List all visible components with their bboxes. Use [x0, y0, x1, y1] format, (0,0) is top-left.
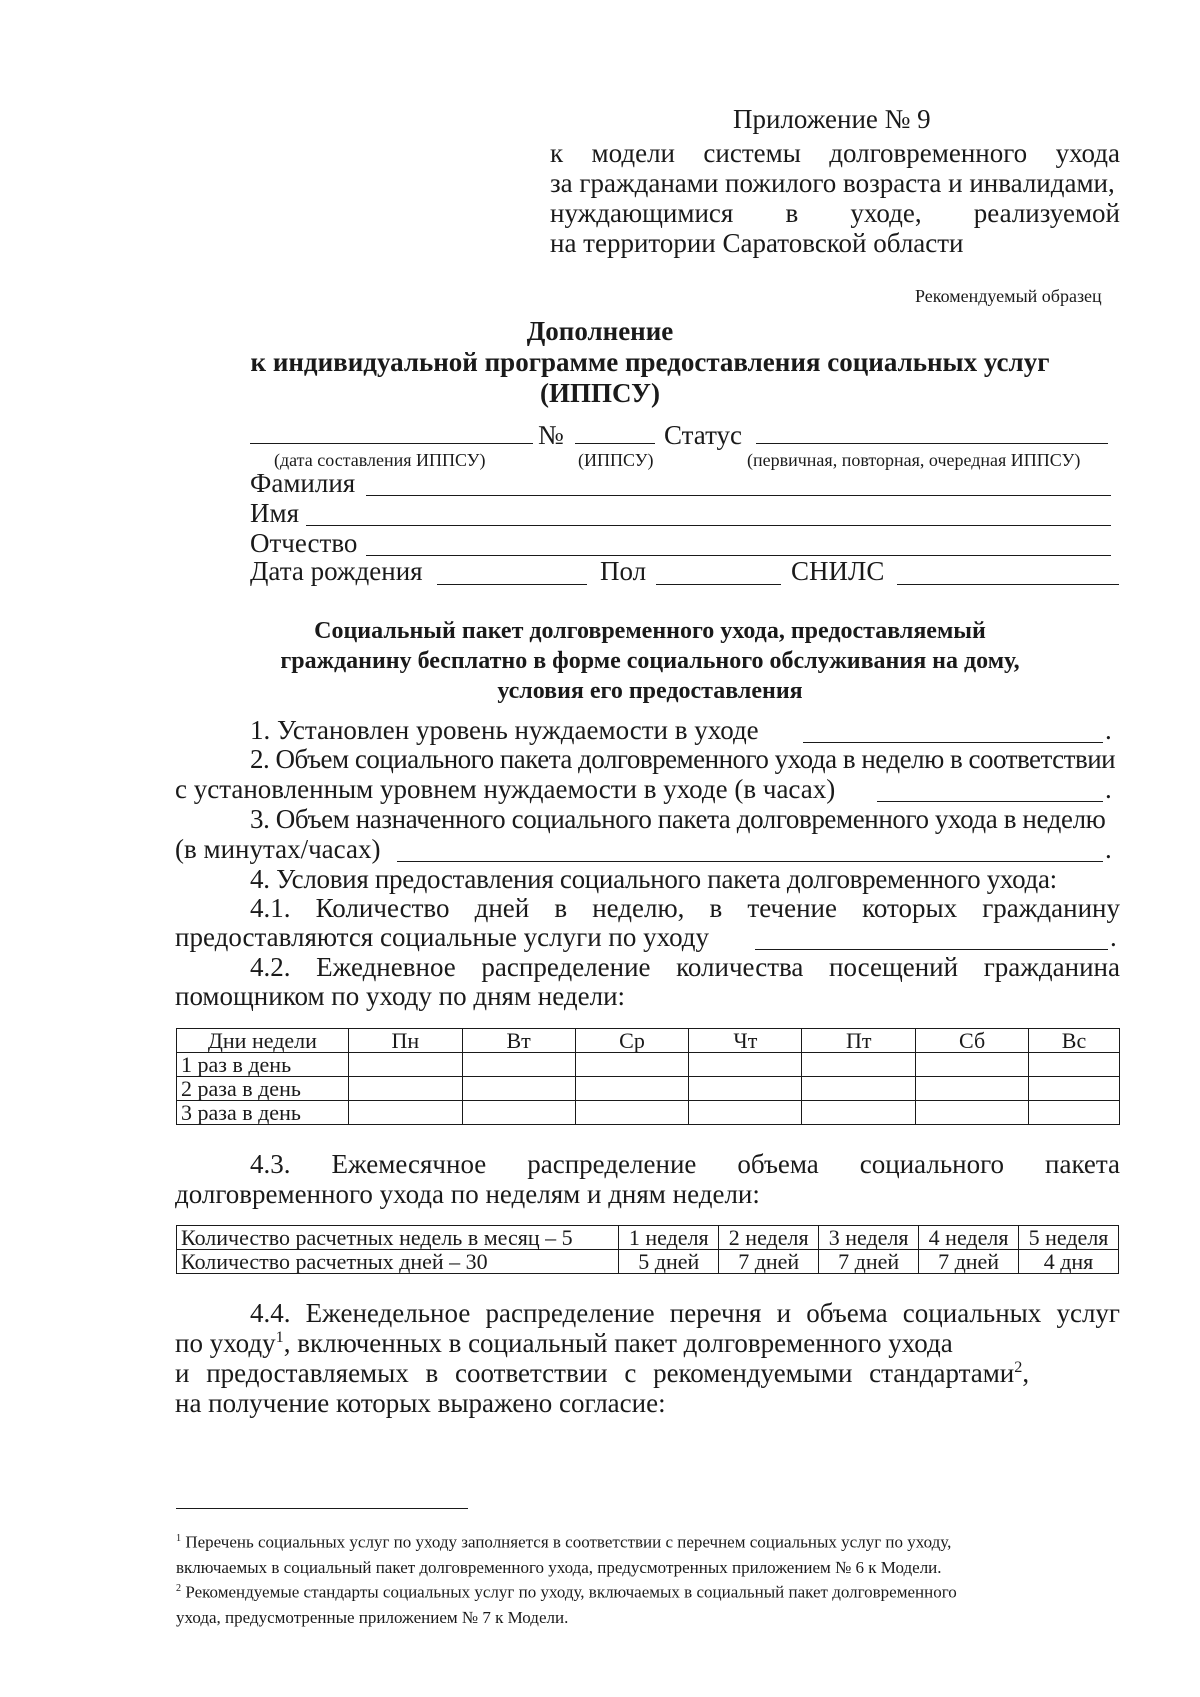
input-cell[interactable] [462, 1053, 575, 1077]
surname-blank[interactable] [366, 495, 1111, 496]
input-cell[interactable] [575, 1053, 689, 1077]
item-3-blank[interactable] [397, 861, 1103, 862]
item-4-4-line-2 [175, 1328, 1120, 1359]
days-cell: 7 дней [819, 1250, 919, 1274]
footnote-separator [176, 1508, 468, 1509]
input-cell[interactable] [462, 1077, 575, 1101]
table-header-cell: Пт [802, 1029, 916, 1053]
sex-label: Пол [600, 556, 647, 586]
days-cell: 5 дней [619, 1250, 719, 1274]
item-2-dot: . [1105, 774, 1112, 804]
footnote-ref-1[interactable]: 1 [275, 1328, 284, 1346]
item-4-4-line-3 [175, 1358, 1120, 1389]
table-header-cell: Вс [1029, 1029, 1120, 1053]
item-3-dot: . [1105, 834, 1112, 864]
footnote-1-line-2: включаемых в социальный пакет долговременного ухода, предусмотренных приложением № 6 к Модели. [176, 1557, 942, 1577]
item-4-text: 4. Условия предоставления социального пакета долговременного ухода: [250, 864, 1057, 894]
name-blank[interactable] [306, 525, 1111, 526]
days-cell: 7 дней [719, 1250, 819, 1274]
date-blank[interactable] [250, 443, 533, 444]
input-cell[interactable] [1029, 1053, 1120, 1077]
patronymic-label: Отчество [250, 528, 358, 558]
input-cell[interactable] [348, 1053, 462, 1077]
header-line-3: нуждающимися в уходе, реализуемой [550, 198, 1120, 228]
birthdate-blank[interactable] [437, 584, 587, 585]
input-cell[interactable] [348, 1077, 462, 1101]
item-2-line-2: с установленным уровнем нуждаемости в уходе (в часах) [175, 774, 836, 804]
row-label: Количество расчетных недель в месяц – 5 [177, 1226, 619, 1250]
footnote-1 [176, 1526, 1120, 1580]
table-header-cell: Пн [348, 1029, 462, 1053]
date-hint: (дата составления ИППСУ) [274, 450, 486, 470]
item-4-1-line-1: 4.1. Количество дней в неделю, в течение которых гражданину [250, 893, 1120, 923]
status-blank[interactable] [756, 443, 1108, 444]
input-cell[interactable] [462, 1101, 575, 1125]
row-label: 3 раза в день [177, 1101, 349, 1125]
footnote-1-line-1: Перечень социальных услуг по уходу заполняется в соответствии с перечнем социальных услуг по уходу, [185, 1532, 952, 1552]
header-line-2: за гражданами пожилого возраста и инвалидами, [550, 168, 1115, 198]
table-row [177, 1250, 1119, 1274]
row-label: 2 раза в день [177, 1077, 349, 1101]
item-3-line-2: (в минутах/часах) [175, 834, 381, 864]
item-4-2-line-2: помощником по уходу по дням недели: [175, 981, 626, 1011]
section-line-1: Социальный пакет долговременного ухода, предоставляемый [314, 618, 986, 644]
item-4-2-line-1: 4.2. Ежедневное распределение количества посещений гражданина [250, 952, 1120, 982]
status-hint: (первичная, повторная, очередная ИППСУ) [747, 450, 1081, 470]
week-distribution-table [176, 1028, 1120, 1125]
input-cell[interactable] [348, 1101, 462, 1125]
item-1-text: 1. Установлен уровень нуждаемости в уходе [250, 715, 759, 745]
item-4-4-line-3-text: и предоставляемых в соответствии с рекомендуемыми стандартами [175, 1358, 1015, 1388]
item-4-3-line-2: долговременного ухода по неделям и дням недели: [175, 1179, 760, 1209]
input-cell[interactable] [575, 1077, 689, 1101]
input-cell[interactable] [802, 1077, 916, 1101]
footnote-2-line-1: Рекомендуемые стандарты социальных услуг по уходу, включаемых в социальный пакет долговременного [185, 1582, 957, 1602]
item-4-4-line-4: на получение которых выражено согласие: [175, 1388, 666, 1418]
recommended-sample: Рекомендуемый образец [915, 286, 1102, 306]
title-line-2: к индивидуальной программе предоставления социальных услуг [250, 347, 1050, 377]
month-distribution-table [176, 1225, 1119, 1274]
footnote-ref-2[interactable]: 2 [1014, 1358, 1023, 1376]
item-4-4-pre: по уходу [175, 1328, 276, 1358]
input-cell[interactable] [689, 1053, 802, 1077]
item-4-1-dot: . [1110, 922, 1117, 952]
appendix-number: Приложение № 9 [733, 104, 931, 134]
table-row [177, 1101, 1120, 1125]
sex-blank[interactable] [656, 584, 781, 585]
section-line-3: условия его предоставления [497, 678, 803, 704]
table-row [177, 1226, 1119, 1250]
item-2-blank[interactable] [877, 801, 1103, 802]
item-2-line-1: 2. Объем социального пакета долговременного ухода в неделю в соответствии [250, 744, 1116, 774]
footnote-2-mark: 2 [176, 1583, 182, 1594]
table-header-cell: Ср [575, 1029, 689, 1053]
title-line-3: (ИППСУ) [540, 378, 660, 408]
input-cell[interactable] [916, 1077, 1029, 1101]
week-cell: 3 неделя [819, 1226, 919, 1250]
table-header-row [177, 1029, 1120, 1053]
footnote-2 [176, 1576, 1120, 1630]
footnote-1-mark: 1 [176, 1533, 182, 1544]
input-cell[interactable] [916, 1101, 1029, 1125]
week-cell: 2 неделя [719, 1226, 819, 1250]
table-header-cell: Дни недели [177, 1029, 349, 1053]
section-line-2: гражданину бесплатно в форме социального обслуживания на дому, [280, 648, 1020, 674]
input-cell[interactable] [575, 1101, 689, 1125]
name-label: Имя [250, 498, 300, 528]
item-4-1-line-2: предоставляются социальные услуги по уходу [175, 922, 710, 952]
input-cell[interactable] [1029, 1101, 1120, 1125]
table-row [177, 1077, 1120, 1101]
item-4-1-blank[interactable] [755, 949, 1108, 950]
item-4-4-line-1: 4.4. Еженедельное распределение перечня и объема социальных услуг [250, 1298, 1120, 1328]
item-4-4-text [175, 1328, 953, 1359]
week-cell: 1 неделя [619, 1226, 719, 1250]
patronymic-blank[interactable] [366, 555, 1111, 556]
table-header-cell: Чт [689, 1029, 802, 1053]
item-4-4-post: , включенных в социальный пакет долговременного ухода [283, 1328, 953, 1358]
title-line-1: Дополнение [526, 316, 674, 346]
week-cell: 5 неделя [1019, 1226, 1119, 1250]
days-cell: 4 дня [1019, 1250, 1119, 1274]
header-line-1: к модели системы долговременного ухода [550, 138, 1120, 168]
row-label: Количество расчетных дней – 30 [177, 1250, 619, 1274]
input-cell[interactable] [802, 1053, 916, 1077]
surname-label: Фамилия [250, 468, 356, 498]
number-blank[interactable] [575, 443, 655, 444]
item-4-3-line-1: 4.3. Ежемесячное распределение объема социального пакета [250, 1149, 1120, 1179]
birthdate-label: Дата рождения [250, 556, 423, 586]
item-1-blank[interactable] [803, 742, 1103, 743]
header-line-4: на территории Саратовской области [550, 228, 964, 258]
input-cell[interactable] [689, 1077, 802, 1101]
status-label: Статус [664, 420, 742, 450]
ippsu-hint: (ИППСУ) [578, 450, 654, 470]
week-cell: 4 неделя [919, 1226, 1019, 1250]
footnote-2-line-2: ухода, предусмотренные приложением № 7 к Модели. [176, 1607, 569, 1627]
snils-blank[interactable] [897, 584, 1119, 585]
number-label: № [538, 420, 564, 450]
days-cell: 7 дней [919, 1250, 1019, 1274]
table-row [177, 1053, 1120, 1077]
row-label: 1 раз в день [177, 1053, 349, 1077]
input-cell[interactable] [689, 1101, 802, 1125]
table-header-cell: Сб [916, 1029, 1029, 1053]
input-cell[interactable] [802, 1101, 916, 1125]
input-cell[interactable] [916, 1053, 1029, 1077]
input-cell[interactable] [1029, 1077, 1120, 1101]
item-4-4-line-3-comma: , [1022, 1358, 1030, 1388]
table-header-cell: Вт [462, 1029, 575, 1053]
item-3-line-1: 3. Объем назначенного социального пакета долговременного ухода в неделю [250, 804, 1106, 834]
item-1-dot: . [1105, 715, 1112, 745]
snils-label: СНИЛС [791, 556, 885, 586]
